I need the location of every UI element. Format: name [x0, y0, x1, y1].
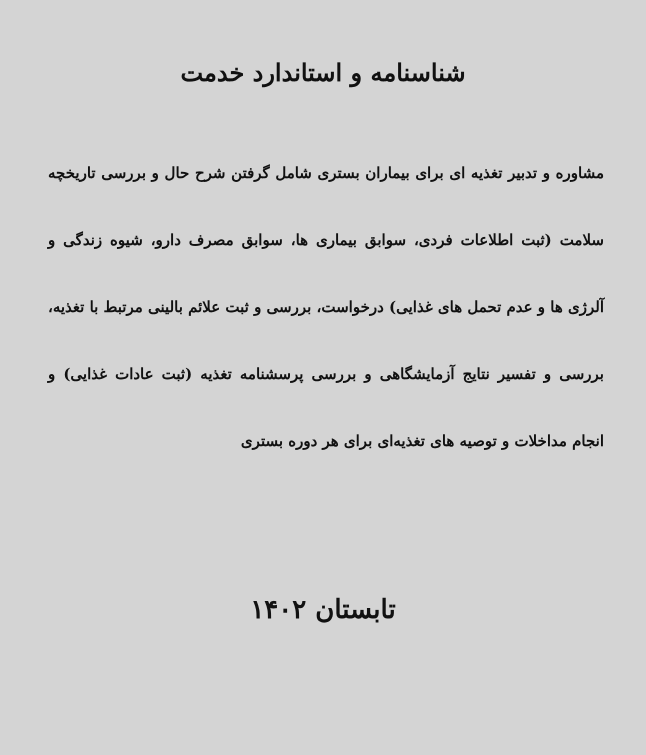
service-description: مشاوره و تدبیر تغذیه ای برای بیماران بستری شامل گرفتن شرح حال و بررسی تاریخچه سلامت (ثبت اطلاعات فردی، سوابق بیماری ها، سوابق مصرف دارو، شیوه زندگی و آلرژی ها و عدم تحمل های غذایی) درخواست، بررسی و ثبت علائم بالینی مرتبط با تغذیه، بررسی و تفسیر نتایج آزمایشگاهی و بررسی پرسشنامه تغذیه (ثبت عادات غذایی) و انجام مداخلات و توصیه های تغذیه‌ای برای هر دوره بستری: [48, 164, 604, 450]
document-date: تابستان ۱۴۰۲: [250, 595, 396, 625]
document-title: شناسنامه و استاندارد خدمت: [180, 58, 466, 87]
